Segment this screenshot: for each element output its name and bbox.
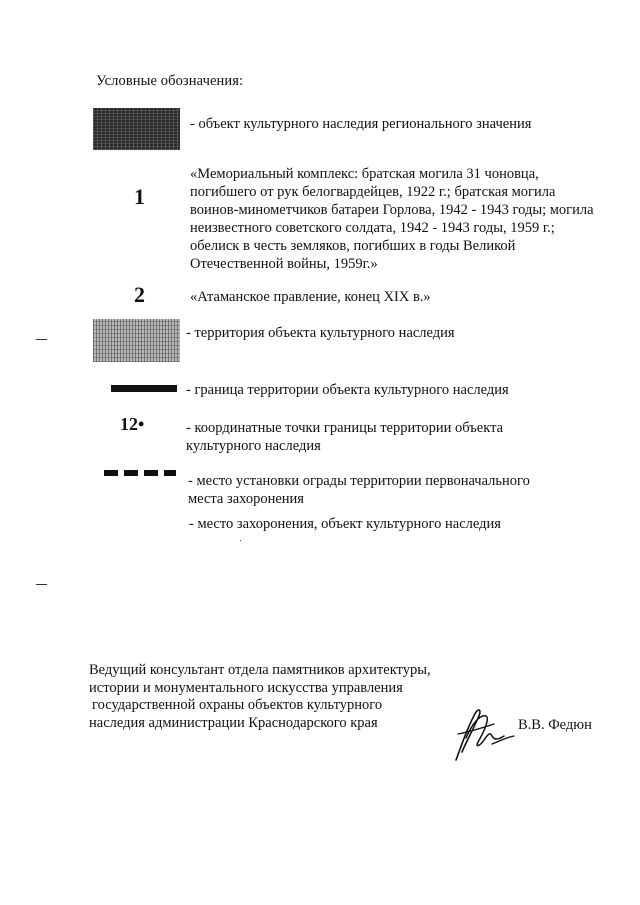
legend-item-ataman-board: «Атаманское правление, конец XIX в.» bbox=[190, 289, 431, 305]
legend-item-memorial-complex bbox=[190, 165, 612, 273]
memorial-line: обелиск в честь земляков, погибших в годы Великой bbox=[190, 238, 516, 254]
margin-mark bbox=[36, 339, 47, 340]
heritage-territory-symbol bbox=[93, 319, 180, 362]
legend-item-burial-place: - место захоронения, объект культурного наследия bbox=[189, 516, 501, 532]
memorial-line: воинов-минометчиков батареи Горлова, 1942 - 1943 годы; могила bbox=[190, 202, 594, 218]
legend-number-1: 1 bbox=[134, 184, 145, 209]
legend-item-territory: - территория объекта культурного наследия bbox=[186, 325, 455, 341]
legend-item-coordinate-points: - координатные точки границы территории объекта культурного наследия bbox=[186, 420, 504, 454]
signer-name: В.В. Федюн bbox=[518, 717, 592, 733]
footer-line: государственной охраны объектов культурного bbox=[92, 697, 383, 713]
boundary-line-symbol bbox=[111, 385, 177, 392]
legend-item-boundary: - граница территории объекта культурного наследия bbox=[186, 382, 509, 398]
memorial-line: Отечественной войны, 1959г.» bbox=[190, 256, 378, 272]
legend-number-2: 2 bbox=[134, 282, 145, 307]
memorial-line: погибшего от рук белогвардейцев, 1922 г.; братская могила bbox=[190, 184, 556, 200]
scan-speck bbox=[240, 540, 241, 541]
legend-item-regional-heritage: - объект культурного наследия регионального значения bbox=[190, 116, 532, 132]
margin-mark bbox=[36, 584, 47, 585]
fence-dashed-line-symbol bbox=[104, 470, 176, 476]
coordinate-point-symbol: 12• bbox=[120, 414, 145, 434]
memorial-line: неизвестного советского солдата, 1942 - 1943 годы, 1959 г.; bbox=[190, 220, 555, 236]
footer-line: Ведущий консультант отдела памятников архитектуры, bbox=[89, 662, 431, 678]
footer-line: наследия администрации Краснодарского края bbox=[89, 714, 378, 731]
footer-line: истории и монументального искусства управления bbox=[89, 679, 403, 696]
footer-position-block bbox=[89, 662, 431, 732]
regional-heritage-symbol bbox=[93, 108, 180, 150]
legend-item-fence: - место установки ограды территории первоначального места захоронения bbox=[188, 473, 530, 507]
signature-icon bbox=[448, 704, 522, 764]
legend-heading: Условные обозначения: bbox=[96, 73, 244, 89]
memorial-line: «Мемориальный комплекс: братская могила 31 чоновца, bbox=[190, 166, 539, 182]
